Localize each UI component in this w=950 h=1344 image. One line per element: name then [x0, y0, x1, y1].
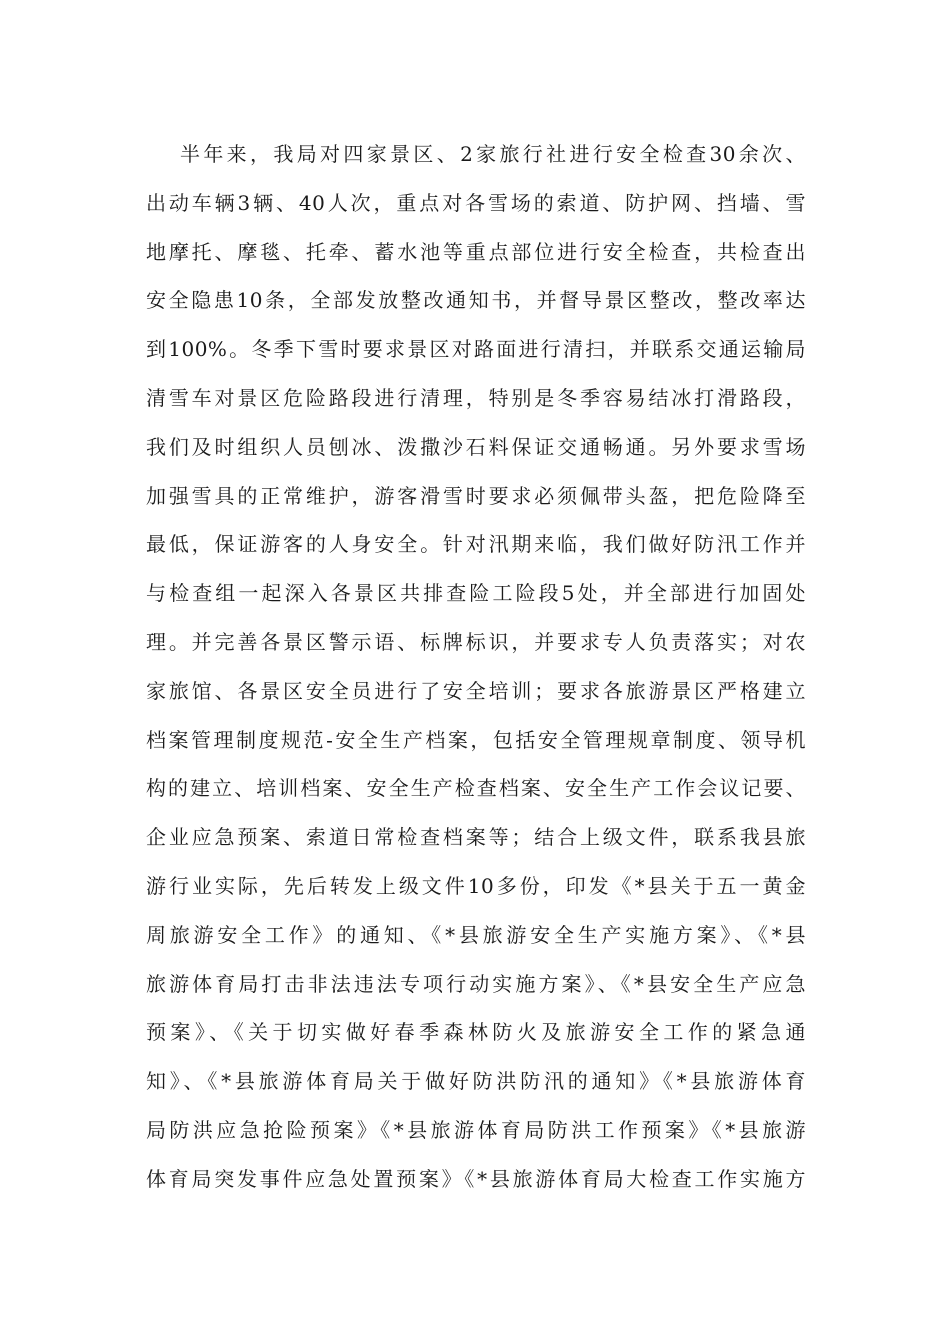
paragraph-line: 知》、《*县旅游体育局关于做好防洪防汛的通知》《*县旅游体育 [146, 1069, 806, 1094]
paragraph-line: 家旅馆、各景区安全员进行了安全培训；要求各旅游景区严格建立 [146, 678, 806, 703]
paragraph-line: 加强雪具的正常维护，游客滑雪时要求必须佩带头盔，把危险降至 [146, 483, 806, 508]
body-paragraph [146, 130, 806, 1204]
paragraph-line: 到100%。冬季下雪时要求景区对路面进行清扫，并联系交通运输局 [146, 337, 806, 362]
paragraph-line: 构的建立、培训档案、安全生产检查档案、安全生产工作会议记要、 [146, 776, 806, 801]
paragraph-line: 与检查组一起深入各景区共排查险工险段5处，并全部进行加固处 [146, 581, 806, 606]
paragraph-line: 地摩托、摩毯、托牵、蓄水池等重点部位进行安全检查，共检查出 [146, 239, 806, 264]
paragraph-line: 我们及时组织人员刨冰、泼撒沙石料保证交通畅通。另外要求雪场 [146, 434, 806, 459]
paragraph-line: 安全隐患10条，全部发放整改通知书，并督导景区整改，整改率达 [146, 288, 806, 313]
paragraph-line: 游行业实际，先后转发上级文件10多份，印发《*县关于五一黄金 [146, 873, 806, 898]
paragraph-line: 企业应急预案、索道日常检查档案等；结合上级文件，联系我县旅 [146, 825, 806, 850]
paragraph-line: 预案》、《关于切实做好春季森林防火及旅游安全工作的紧急通 [146, 1020, 806, 1045]
paragraph-line: 半年来，我局对四家景区、2家旅行社进行安全检查30余次、 [180, 142, 806, 166]
paragraph-line: 出动车辆3辆、40人次，重点对各雪场的索道、防护网、挡墙、雪 [146, 190, 806, 215]
paragraph-line: 局防洪应急抢险预案》《*县旅游体育局防洪工作预案》《*县旅游 [146, 1117, 806, 1142]
paragraph-line: 旅游体育局打击非法违法专项行动实施方案》、《*县安全生产应急 [146, 971, 806, 996]
paragraph-line: 档案管理制度规范-安全生产档案，包括安全管理规章制度、领导机 [146, 727, 806, 752]
paragraph-line: 周旅游安全工作》的通知、《*县旅游安全生产实施方案》、《*县 [146, 922, 806, 947]
paragraph-line: 理。并完善各景区警示语、标牌标识，并要求专人负责落实；对农 [146, 629, 806, 654]
paragraph-line: 体育局突发事件应急处置预案》《*县旅游体育局大检查工作实施方 [146, 1166, 806, 1191]
paragraph-line: 清雪车对景区危险路段进行清理，特别是冬季容易结冰打滑路段， [146, 385, 806, 410]
paragraph-line: 最低，保证游客的人身安全。针对汛期来临，我们做好防汛工作并 [146, 532, 806, 557]
